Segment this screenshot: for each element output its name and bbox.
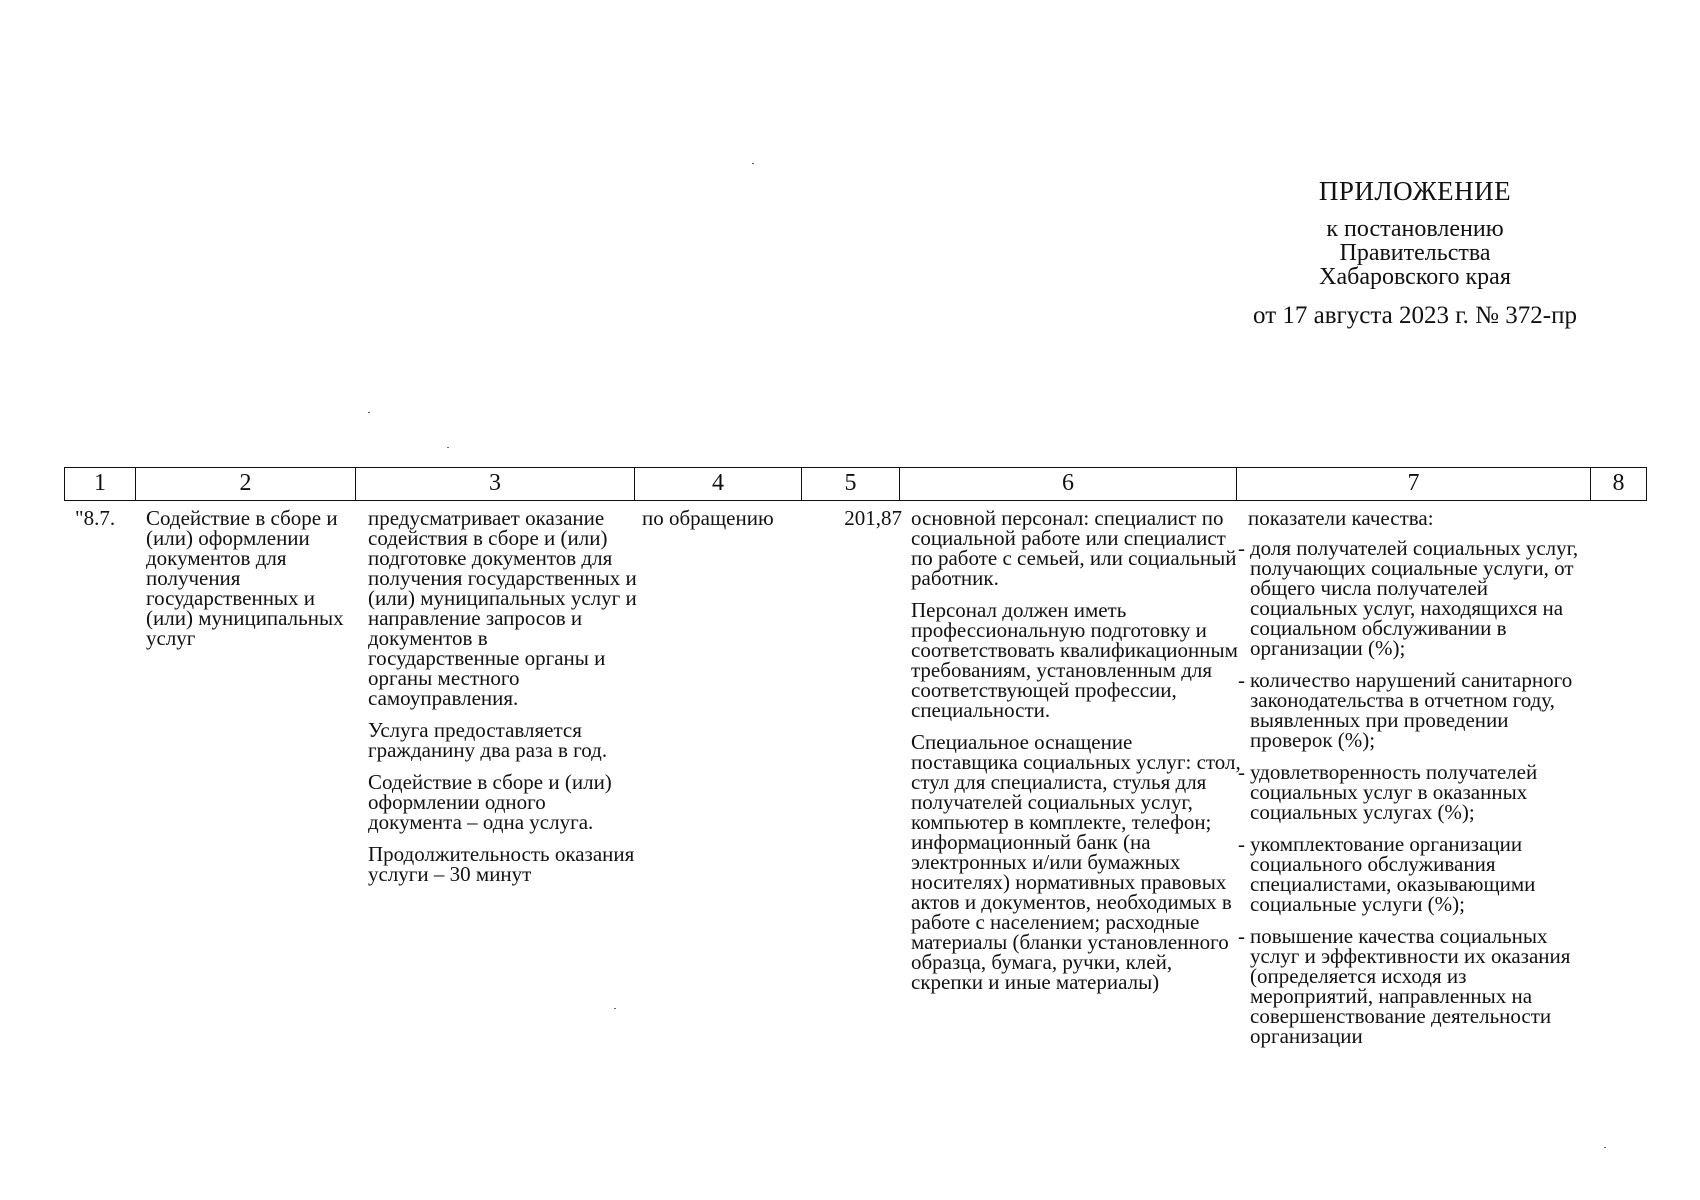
table-header-row — [64, 467, 1647, 501]
quality-item — [1238, 926, 1593, 1046]
quality-item — [1238, 670, 1593, 750]
quality-item — [1238, 762, 1593, 822]
service-name: Содействие в сборе и (или) оформлении документов для получения государственных и (или) муниципальных услуг — [146, 506, 344, 650]
dash-marker: - — [1238, 536, 1245, 560]
description-paragraph: предусматривает оказание содействия в сборе и (или) подготовке документов для получения государственных и (или) муниципальных услуг и направление запросов и документов в государственные органы и органы местного самоуправления. — [368, 506, 637, 710]
quality-item-text: удовлетворенность получателей социальных услуг в оказанных социальных услугах (%); — [1250, 760, 1538, 824]
quality-indicators — [1238, 508, 1593, 1058]
service-price: 201,87 — [844, 506, 902, 530]
dash-marker: - — [1238, 668, 1245, 692]
description-paragraph: Содействие в сборе и (или) оформлении одного документа – одна услуга. — [368, 770, 612, 834]
quality-item-text: укомплектование организации социального обслуживания специалистами, оказывающими социальные услуги (%); — [1250, 832, 1536, 916]
column-number-3: 3 — [356, 468, 635, 500]
appendix-line-3: Хабаровского края — [1319, 264, 1511, 290]
appendix-line-1: к постановлению — [1326, 216, 1504, 242]
dash-marker: - — [1238, 760, 1245, 784]
column-number-6: 6 — [900, 468, 1237, 500]
column-number-8: 8 — [1612, 470, 1625, 496]
staff-paragraph: Персонал должен иметь профессиональную подготовку и соответствовать квалификационным требованиям, установленным для соответствующей профессии, специальности. — [911, 598, 1238, 722]
quality-heading: показатели качества: — [1248, 506, 1434, 530]
dash-marker: - — [1238, 924, 1245, 948]
column-number-7: 7 — [1237, 468, 1591, 500]
quality-item-text: повышение качества социальных услуг и эффективности их оказания (определяется исходя из мероприятий, направленных на совершенствование деятельности организации — [1250, 924, 1571, 1048]
quality-item — [1238, 538, 1593, 658]
appendix-title: ПРИЛОЖЕНИЕ — [1318, 176, 1512, 206]
dash-marker: - — [1238, 832, 1245, 856]
appendix-header — [1205, 175, 1625, 330]
scan-speck — [1604, 1147, 1606, 1148]
quality-item-text: количество нарушений санитарного законодательства в отчетном году, выявленных при проведении проверок (%); — [1250, 668, 1573, 752]
appendix-line-2: Правительства — [1339, 240, 1491, 266]
quality-item — [1238, 834, 1593, 914]
scan-speck — [447, 447, 449, 448]
staff-paragraph: Специальное оснащение поставщика социальных услуг: стол, стул для специалиста, стулья для получателей социальных услуг, компьютер в комплекте, телефон; информационный банк (на электронных и/или бумажных носителях) нормативных правовых актов и документов, необходимых в работе с населением; расходные материалы (бланки установленного образца, бумага, ручки, клей, скрепки и иные материалы) — [911, 730, 1241, 994]
description-paragraph: Услуга предоставляется гражданину два раза в год. — [368, 718, 608, 762]
service-description — [368, 508, 638, 896]
description-paragraph: Продолжительность оказания услуги – 30 минут — [368, 842, 635, 886]
staff-paragraph: основной персонал: специалист по социальной работе или специалист по работе с семьей, или социальный работник. — [911, 506, 1237, 590]
column-number-4: 4 — [635, 468, 802, 500]
scan-speck — [752, 163, 754, 164]
staff-and-equipment — [911, 508, 1241, 1004]
column-number-5: 5 — [802, 468, 900, 500]
quality-item-text: доля получателей социальных услуг, получающих социальные услуги, от общего числа получателей социальных услуг, находящихся на социальном обслуживании в организации (%); — [1250, 536, 1579, 660]
column-number-2: 2 — [136, 468, 356, 500]
service-period: по обращению — [642, 506, 774, 530]
scan-speck — [368, 412, 370, 413]
row-number: "8.7. — [75, 506, 116, 530]
appendix-date: от 17 августа 2023 г. № 372-пр — [1253, 302, 1577, 329]
scan-speck — [614, 1008, 616, 1009]
column-number-1: 1 — [65, 468, 136, 500]
